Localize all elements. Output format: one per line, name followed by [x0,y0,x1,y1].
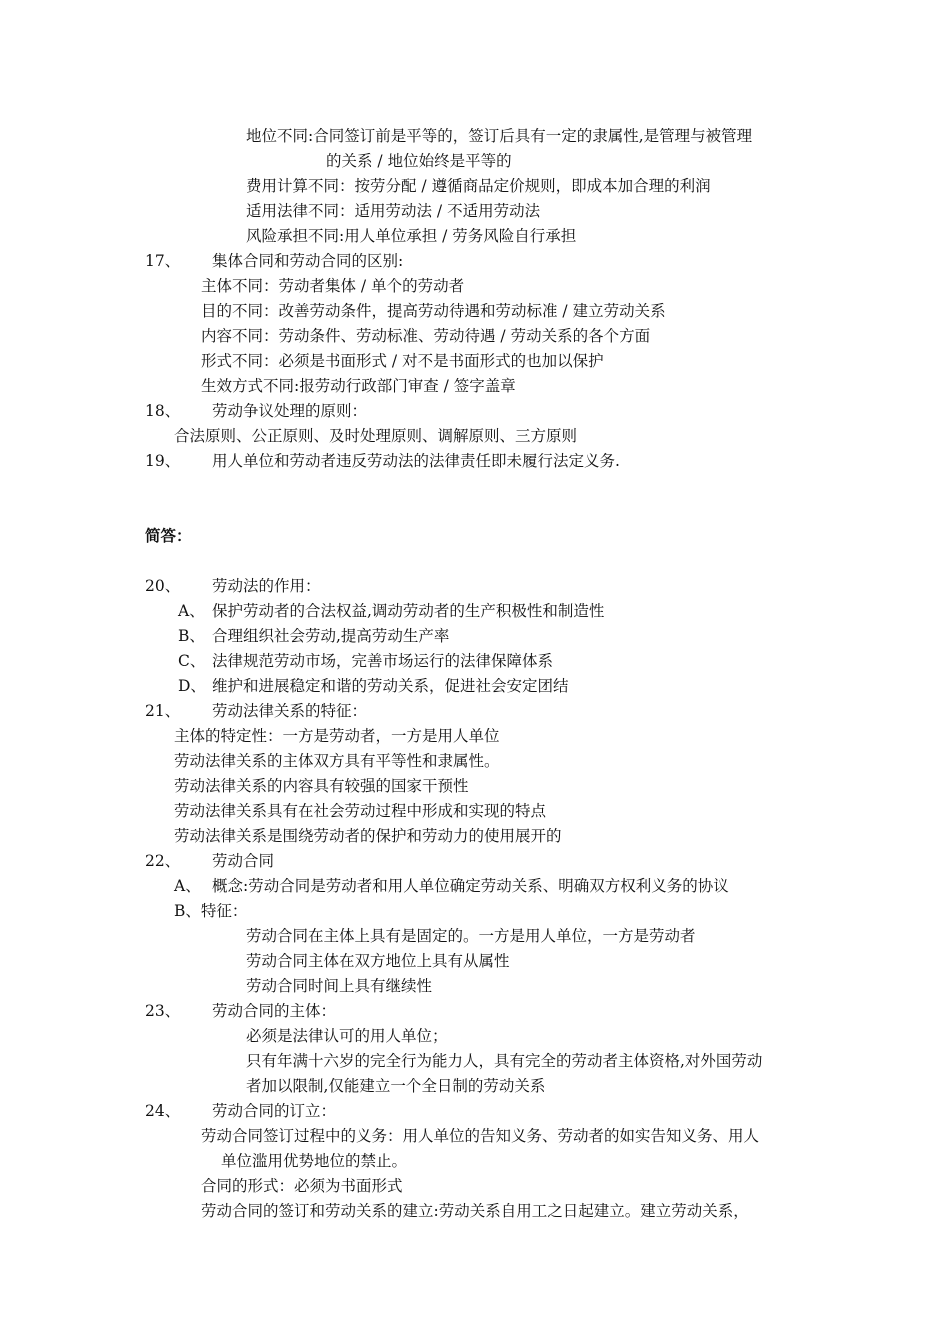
text-line: 劳动合同主体在双方地位上具有从属性 [246,952,510,970]
text-line: 主体的特定性：一方是劳动者，一方是用人单位 [174,727,500,745]
item-title: 集体合同和劳动合同的区别: [212,252,404,270]
list-item: 合理组织社会劳动,提高劳动生产率 [212,627,450,645]
text-line: 劳动合同时间上具有继续性 [246,977,433,995]
text-line: 主体不同：劳动者集体 / 单个的劳动者 [201,277,465,295]
list-label: D、 [178,677,206,695]
text-line: 目的不同：改善劳动条件，提高劳动待遇和劳动标准 / 建立劳动关系 [201,302,666,320]
text-line: 单位滥用优势地位的禁止。 [221,1152,408,1170]
list-label: B、 [178,627,205,645]
text-line: 必须是法律认可的用人单位； [246,1027,448,1045]
list-label: A、 [174,877,201,895]
text-line: 内容不同：劳动条件、劳动标准、劳动待遇 / 劳动关系的各个方面 [201,327,651,345]
item-number: 21、 [145,702,181,720]
text-line: 的关系 / 地位始终是平等的 [326,152,512,170]
list-item: 保护劳动者的合法权益,调动劳动者的生产积极性和制造性 [212,602,605,620]
text-line: 形式不同：必须是书面形式 / 对不是书面形式的也加以保护 [201,352,604,370]
text-line: 劳动法律关系是围绕劳动者的保护和劳动力的使用展开的 [174,827,562,845]
item-title: 用人单位和劳动者违反劳动法的法律责任即未履行法定义务. [212,452,620,470]
item-title: 劳动争议处理的原则： [212,402,368,420]
text-line: 风险承担不同:用人单位承担 / 劳务风险自行承担 [246,227,577,245]
text-line: 劳动合同的签订和劳动关系的建立:劳动关系自用工之日起建立。建立劳动关系， [201,1202,749,1220]
text-line: 劳动合同在主体上具有是固定的。一方是用人单位，一方是劳动者 [246,927,696,945]
item-title: 劳动合同的订立： [212,1102,337,1120]
text-line: 费用计算不同：按劳分配 / 遵循商品定价规则，即成本加合理的利润 [246,177,711,195]
text-line: 合法原则、公正原则、及时处理原则、调解原则、三方原则 [174,427,578,445]
item-number: 23、 [145,1002,181,1020]
text-line: 劳动合同签订过程中的义务：用人单位的告知义务、劳动者的如实告知义务、用人 [201,1127,760,1145]
list-label: B、特征： [174,902,248,920]
item-number: 22、 [145,852,181,870]
item-title: 劳动合同的主体： [212,1002,337,1020]
text-line: 合同的形式：必须为书面形式 [201,1177,403,1195]
item-title: 劳动合同 [212,852,275,870]
text-line: 者加以限制,仅能建立一个全日制的劳动关系 [246,1077,546,1095]
text-line: 适用法律不同：适用劳动法 / 不适用劳动法 [246,202,541,220]
list-item: 维护和进展稳定和谐的劳动关系，促进社会安定团结 [212,677,569,695]
text-line: 地位不同:合同签订前是平等的，签订后具有一定的隶属性,是管理与被管理 [246,127,753,145]
list-item: 法律规范劳动市场，完善市场运行的法律保障体系 [212,652,554,670]
item-title: 劳动法的作用： [212,577,321,595]
text-line: 劳动法律关系的内容具有较强的国家干预性 [174,777,469,795]
item-title: 劳动法律关系的特征： [212,702,368,720]
list-item: 概念:劳动合同是劳动者和用人单位确定劳动关系、明确双方权利义务的协议 [212,877,729,895]
item-number: 20、 [145,577,181,595]
item-number: 17、 [145,252,181,270]
text-line: 只有年满十六岁的完全行为能力人，具有完全的劳动者主体资格,对外国劳动 [246,1052,763,1070]
item-number: 24、 [145,1102,181,1120]
section-heading: 简答： [145,527,192,545]
list-label: A、 [178,602,205,620]
item-number: 18、 [145,402,181,420]
list-label: C、 [178,652,206,670]
text-line: 劳动法律关系具有在社会劳动过程中形成和实现的特点 [174,802,547,820]
item-number: 19、 [145,452,181,470]
text-line: 生效方式不同:报劳动行政部门审查 / 签字盖章 [201,377,516,395]
text-line: 劳动法律关系的主体双方具有平等性和隶属性。 [174,752,500,770]
